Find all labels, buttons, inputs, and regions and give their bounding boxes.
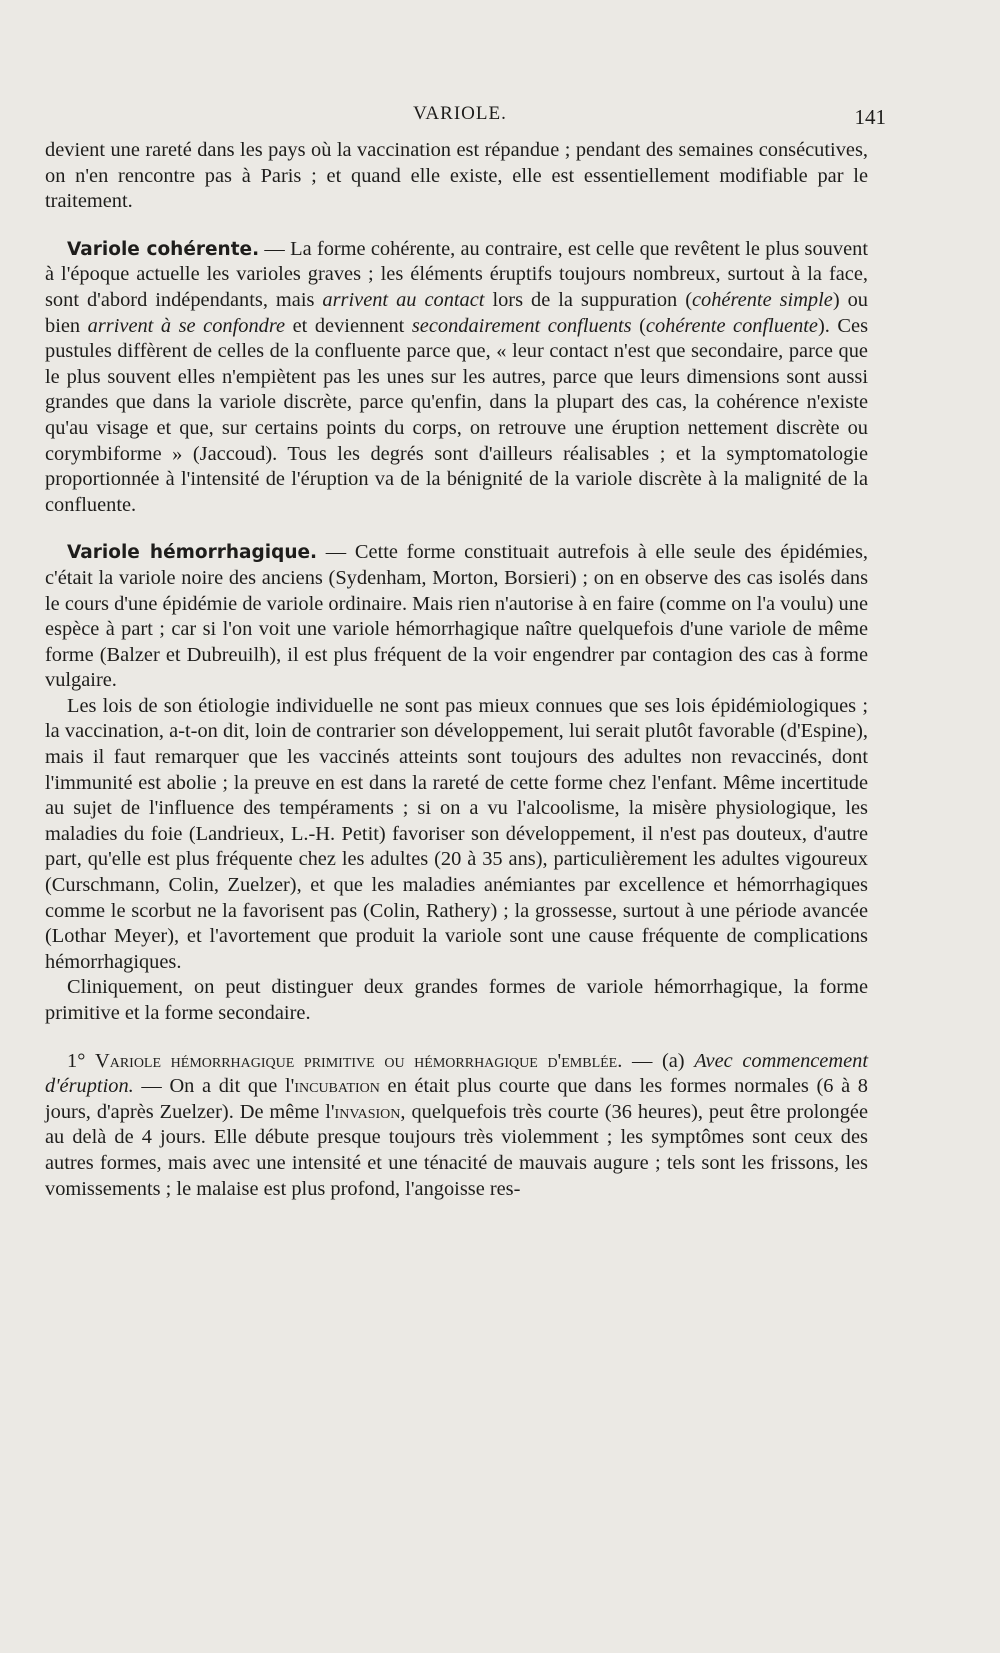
text-run: ). Ces pustules diffèrent de celles de la confluente parce que, « leur contact n'est que secondaire, parce que le plus souvent elles n'empiètent pas les unes sur les autres, parce que leurs dimensions sont aussi grandes que dans la variole discrète, parce qu'enfin, dans la plupart des cas, la cohérence n'existe qu'au visage et que, sur certains points du corps, on retrouve une éruption nettement discrète ou corymbiforme » (Jaccoud). Tous les degrés sont d'ailleurs réalisables ; et la symptomatologie proportionnée à l'intensité de l'éruption va de la bénignité de la variole discrète à la malignité de la confluente.: [45, 314, 869, 516]
running-title: VARIOLE.: [413, 103, 507, 124]
paragraph-forme-primitive: [45, 1049, 868, 1203]
text-run: ) ou bien: [45, 288, 869, 337]
subsection-title: Variole hémorrhagique primitive ou hémorrhagique d'emblée.: [94, 1049, 623, 1072]
body-text: [45, 138, 868, 1202]
text-run: , quelquefois très courte (36 heures), peut être prolongée au delà de 4 jours. Elle débute presque toujours très violemment ; les symptômes sont ceux des autres formes, mais avec une intensité et une ténacité de mauvais augure ; tels sont les frissons, les vomissements ; le malaise est plus profond, l'angoisse res-: [45, 1100, 868, 1200]
smallcaps-term: incubation: [294, 1075, 380, 1098]
italic-run: arrivent à se confondre: [87, 314, 286, 337]
section-heading-coherente: Variole cohérente.: [67, 238, 260, 260]
italic-run: secondairement confluents: [411, 314, 632, 337]
paragraph-cliniquement: Cliniquement, on peut distinguer deux grandes formes de variole hémorrhagique, la forme primitive et la forme secondaire.: [45, 976, 868, 1024]
italic-run: cohérente confluente: [645, 314, 818, 337]
italic-run: Avec commencement d'éruption.: [45, 1049, 868, 1098]
text-run: — Cette forme constituait autrefois à elle seule des épidémies, c'était la variole noire des anciens (Sydenham, Morton, Borsieri) ; on en observe des cas isolés dans le cours d'une épidémie de variole ordinaire. Mais rien n'autorise à en faire (comme on l'a voulu) une espèce à part ; car si l'on voit une variole hémorrhagique naître quelquefois d'une variole de même forme (Balzer et Dubreuilh), il est plus fréquent de la voir engendrer par contagion des cas à forme vulgaire.: [45, 541, 868, 692]
italic-run: arrivent au contact: [322, 288, 485, 311]
text-run: en était plus courte que dans les formes normales (6 à 8 jours, d'après Zuelzer). De même l': [45, 1075, 868, 1123]
running-head: [40, 103, 886, 133]
paragraph-variole-hemorrhagique: [45, 540, 868, 694]
section-number: 1°: [67, 1049, 95, 1072]
text-run: — La forme cohérente, au contraire, est celle que revêtent le plus souvent à l'époque actuelle les varioles graves ; les éléments éruptifs toujours nombreux, surtout à la face, sont d'abord indépendants, mais: [45, 237, 868, 311]
smallcaps-term: invasion: [334, 1100, 401, 1123]
paragraph-continuation: devient une rareté dans les pays où la vaccination est répandue ; pendant des semaines consécutives, on n'en rencontre pas à Paris ; et quand elle existe, elle est essentiellement modifiable par le traitement.: [45, 139, 868, 213]
text-run: — (a): [622, 1049, 695, 1072]
text-run: lors de la suppuration (: [484, 288, 692, 311]
paragraph-variole-coherente: [45, 237, 868, 519]
text-run: et deviennent: [285, 314, 412, 337]
page-number: 141: [854, 105, 886, 129]
text-run: (: [631, 314, 646, 337]
text-run: — On a dit que l': [133, 1075, 295, 1098]
section-heading-hemorrhagique: Variole hémorrhagique.: [67, 542, 318, 564]
italic-run: cohérente simple: [691, 288, 833, 311]
paragraph-etiologie: Les lois de son étiologie individuelle ne sont pas mieux connues que ses lois épidémiologiques ; la vaccination, a-t-on dit, loin de contrarier son développement, lui serait plutôt favorable (d'Espine), mais il faut remarquer que les vaccinés atteints sont toujours des adultes non revaccinés, dont l'immunité est abolie ; la preuve en est dans la rareté de cette forme chez l'enfant. Même incertitude au sujet de l'influence des tempéraments ; si on a vu l'alcoolisme, la misère physiologique, les maladies du foie (Landrieux, L.-H. Petit) favoriser son développement, il n'est pas douteux, d'autre part, qu'elle est plus fréquente chez les adultes (20 à 35 ans), particulièrement les adultes vigoureux (Curschmann, Colin, Zuelzer), et que les maladies anémiantes par excellence et hémorrhagiques comme le scorbut ne la favorisent pas (Colin, Rathery) ; la grossesse, surtout à une période avancée (Lothar Meyer), et l'avortement que produit la variole sont une cause fréquente de complications hémorrhagiques.: [45, 694, 868, 973]
